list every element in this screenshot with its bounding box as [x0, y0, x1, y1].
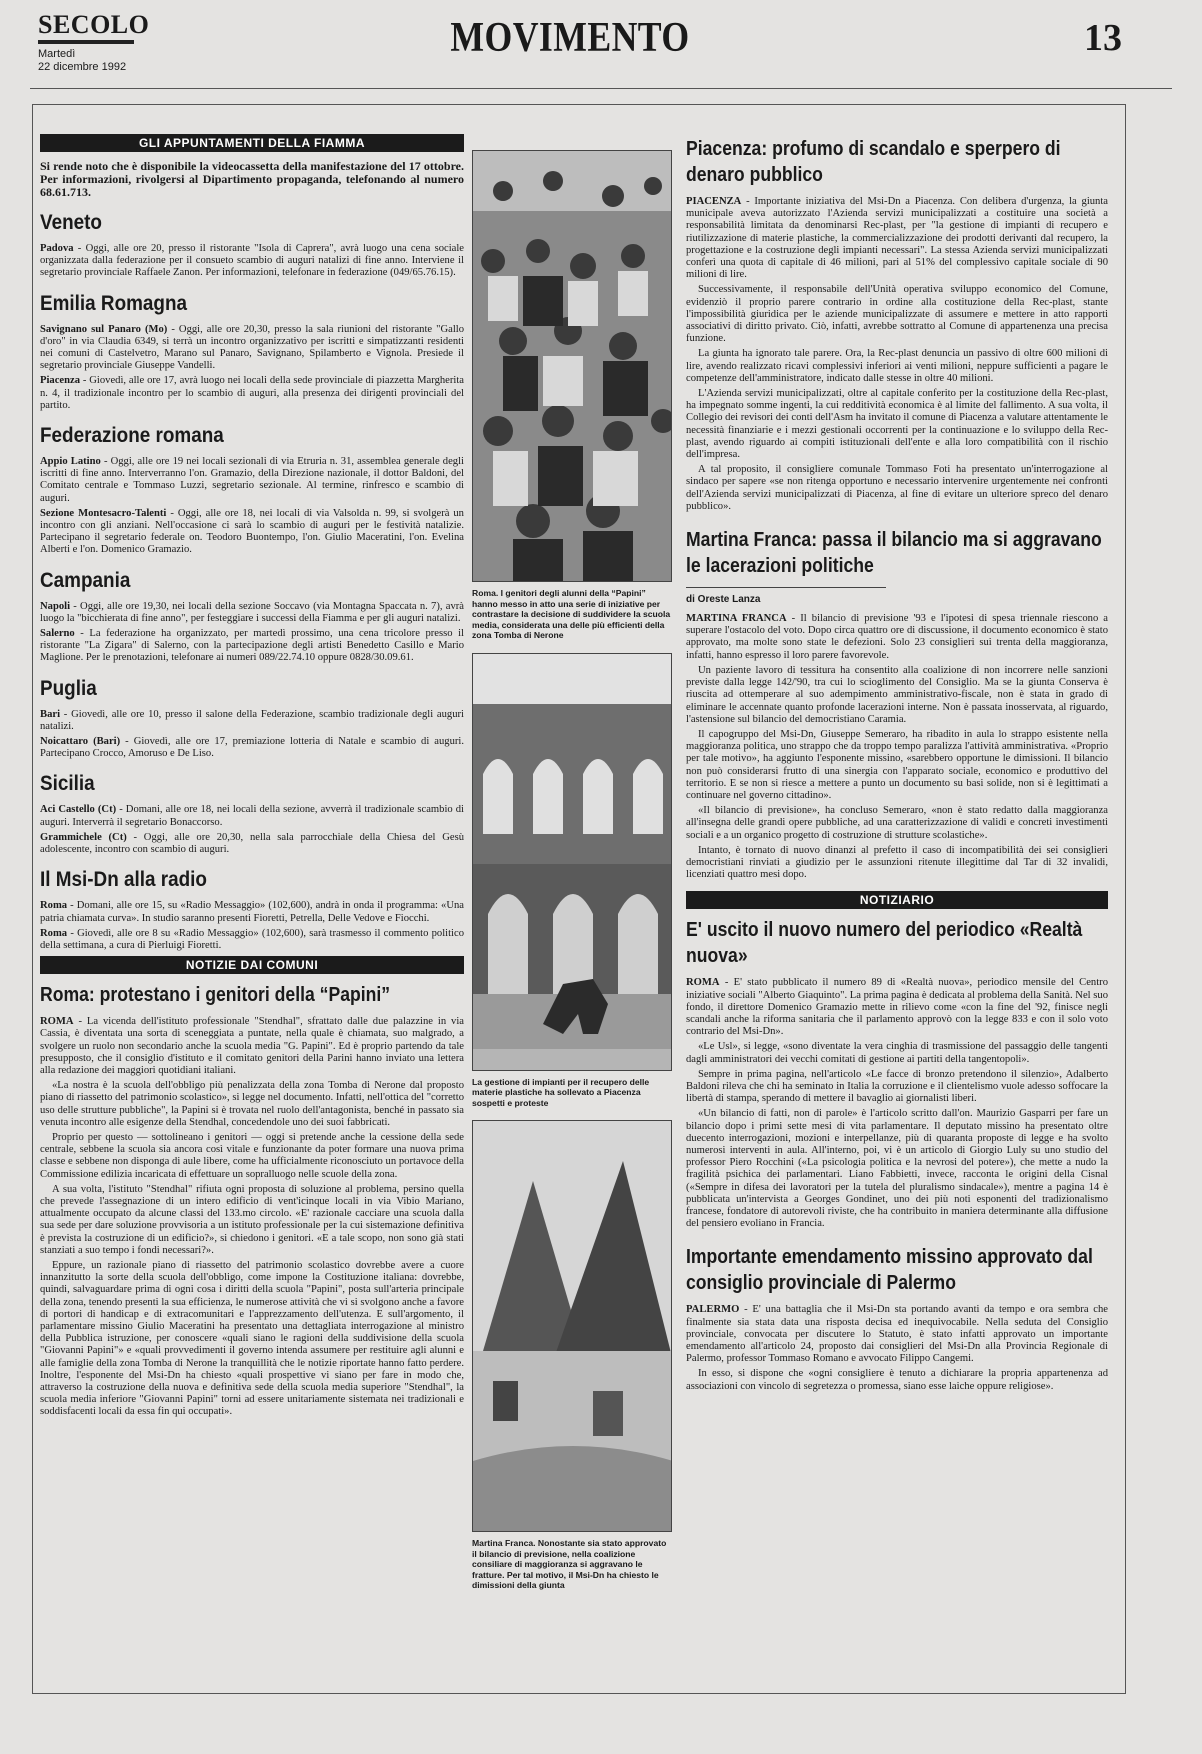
photo-plastics: [472, 653, 672, 1071]
paragraph-text: «Le Usl», si legge, «sono diventate la vera cinghia di trasmissione del passaggio delle tangenti dagli amministratori dei vecchi comitati di gestione ai partiti della tangentopoli».: [686, 1041, 1108, 1065]
paragraph-text: «La nostra è la scuola dell'obbligo più penalizzata della zona Tomba di Nerone dal proposto piano di riassetto del patrimonio scolastico», si legge nel documento. Infatti, nell'ottica del "corretto uso delle strutture pubbliche", la Papini si è trovata nel ruolo dell'antagonista, benché in passato sia venuta incontro alle esigenze della Stendhal, concedendole uno dei suoi fabbricati.: [40, 1080, 464, 1128]
header-rule: [30, 88, 1172, 89]
dateline: Salerno: [40, 628, 75, 640]
appointments-intro: Si rende noto che è disponibile la videocassetta della manifestazione del 17 ottobre. Per informazioni, rivolgersi al Dipartimento propaganda, telefonando al numero 68.61.713.: [40, 159, 464, 199]
appointment-entry: [40, 243, 464, 280]
article-paragraph: [40, 1016, 464, 1077]
appointment-entry: [40, 375, 464, 412]
roma-article-title: Roma: protestano i genitori della “Papini”: [40, 984, 391, 1007]
paragraph-text: L'Azienda servizi municipalizzati, oltre al capitale conferito per la costituzione della Rec-plast, ha impegnato somme ingenti, la cui redditività economica è al limite del fallimento. A sua volta, il Collegio dei revisori dei conti dell'Asm ha invitato il comune di Piacenza a valutare attentamente le necessità finanziarie e i mezzi gestionali occorrenti per la continuazione e lo sviluppo della Rec-plast, avendo riguardo ai compiti istituzionali dell'ente e alla loro compatibilità con il rischio dell'impresa.: [686, 388, 1108, 461]
article-paragraph: [686, 348, 1108, 385]
paragraph-text: - Oggi, alle ore 19,30, nei locali della sezione Soccavo (via Montagna Spaccata n. 7), avrà luogo la "bicchierata di fine anno", per festeggiare i successi della Fiamma e per gli auguri natalizi.: [40, 600, 464, 624]
article-paragraph: [686, 845, 1108, 882]
realta-article-title: E' uscito il nuovo numero del periodico «Realtà nuova»: [686, 919, 1083, 968]
paragraph-text: Eppure, un razionale piano di riassetto del patrimonio scolastico dovrebbe avere a cuore innanzitutto la sorte della scuola dell'obbligo, come impone la Costituzione italiana: dovrebbe, quindi, salvaguardare prima di ogni cosa i diritti della scuola "Papini", posta sull'arteria principale della zona, tenendo presenti la sua efficienza, le numerose attività che vi si svolgono anche a favore di portori di handicap e di extracomunitari e l'apprezzamento dell'utenza. E sull'argomento, il parlamentare missino Giulio Maceratini ha presentato una dettagliata interrogazione al ministro della Pubblica istruzione, per conoscere «quali siano le ragioni della suddivisione della scuola "Giovanni Papini"» e «quali provvedimenti il governo intenda assumere per restituire agli alunni e alle famiglie della zona Tomba di Nerone la tranquillità che le notizie riportate hanno fatto perdere. Inoltre, l'esponente del Msi-Dn ha chiesto «quali prospettive vi siano per fare in modo che, attraverso la costruzione della nuova e definitiva sede della scuola media superiore "Stendhal", la scuola media inferiore "Giovanni Papini" torni ad essere unitariamente sistemata nei tradizionali e soddisfacenti locali da essa fin qui occupati».: [40, 1259, 464, 1418]
paragraph-text: Proprio per questo — sottolineano i genitori — oggi si pretende anche la cessione della sede centrale, sebbene la scuola sia ancora così vitale e funzionante da poter formare una nuova prima classe e sebbene non disponga di aule libere, come ha ufficialmente riconosciuto un portavoce della Commissione edilizia incaricata di effettuare un sopralluogo nelle scuole della zona.: [40, 1131, 464, 1180]
dateline: Roma: [40, 900, 68, 912]
appointment-entry: [40, 832, 464, 856]
dateline: Piacenza: [40, 375, 81, 387]
region-heading: Veneto: [40, 211, 102, 234]
paragraph-text: La giunta ha ignorato tale parere. Ora, la Rec-plast denuncia un passivo di oltre 600 milioni di lire, avendo realizzato ricavi complessivi inferiori ai venti milioni, neppure sufficienti a pagare le competenze dell'amministratore, indicato dalle stesse in oltre 40 milioni.: [686, 348, 1108, 384]
article-paragraph: [686, 1304, 1108, 1365]
paragraph-text: - Domani, alle ore 15, su «Radio Messaggio» (102,600), andrà in onda il programma: «Una patria chiamata curva». In studio saranno presenti Fioretti, Petrella, Delle Vedove e Fiocchi.: [40, 900, 464, 924]
martina-byline: di Oreste Lanza: [686, 587, 886, 605]
paragraph-text: «Il bilancio di previsione», ha concluso Semeraro, «non è stato redatto dalla maggioranza all'insegna delle grandi opere pubbliche, ad una caratterizzazione di validi e concreti investimenti sociali e a un organico progetto di costruzione di strutture scolastiche».: [686, 805, 1108, 841]
article-paragraph: [686, 1108, 1108, 1230]
article-paragraph: [686, 977, 1108, 1038]
palermo-article-title: Importante emendamento missino approvato dal consiglio provinciale di Palermo: [686, 1246, 1093, 1295]
paragraph-text: Successivamente, il responsabile dell'Unità operativa sviluppo economico del Comune, evidenziò il proprio parere contrario in ordine alla costituzione della Rec-plast, stante l'impossibilità giuridica per le aziende municipalizzate di assumere e mettere in atto rapporti associativi di diritto privato. Ciò, infatti, avrebbe sottratto al Comune di appartenenza una precisa funzione.: [686, 284, 1108, 345]
appointment-entry: [40, 900, 464, 924]
appointment-entry: [40, 508, 464, 557]
paragraph-text: In esso, si dispone che «ogni consigliere è tenuto a dichiarare la propria appartenenza ad associazioni con vincolo di segretezza o promessa, siano esse laiche oppure religiose».: [686, 1368, 1108, 1392]
notiziario-bar: NOTIZIARIO: [686, 891, 1108, 909]
paragraph-text: - Giovedì, alle ore 10, presso il salone della Federazione, scambio tradizionale degli auguri natalizi.: [40, 708, 464, 732]
paragraph-text: - La vicenda dell'istituto professionale "Stendhal", sfrattato dalle due palazzine in via Cassia, è diventata una sorta di sceneggiata a puntate, nella quale è chiamata, suo malgrado, a svolgere un ruolo non secondario anche la scuola media "G. Papini". Ed è proprio partendo da tale presupposto, che il consiglio d'istituto e il comitato genitori della Parini hanno inviato una lettera alla redazione dei maggiori quotidiani italiani.: [40, 1016, 464, 1076]
region-heading: Emilia Romagna: [40, 291, 188, 315]
palermo-article-body: [686, 1304, 1108, 1392]
left-column: [40, 130, 464, 1422]
students-image: [473, 151, 672, 582]
arcade-image: [473, 654, 672, 1071]
article-paragraph: [686, 1069, 1108, 1106]
region-heading: Sicilia: [40, 772, 95, 796]
section-title: MOVIMENTO: [450, 15, 690, 61]
article-paragraph: [686, 665, 1108, 726]
article-paragraph: [40, 1080, 464, 1129]
paragraph-text: Il capogruppo del Msi-Dn, Giuseppe Semeraro, ha ribadito in aula lo strappo esistente nella maggioranza politica, uno strappo che da troppo tempo paralizza l'attività amministrativa. «Proprio per tale motivo», ha aggiunto l'esponente missino, «sarebbero opportune le dimissioni. Il bilancio non può considerarsi frutto di una sinergia con l'apparato sociale, economico e produttivo del territorio. E se non si riesce a mettere a punto un documento su basi solide, non si è legittimati a continuare nel governo cittadino».: [686, 728, 1108, 801]
article-paragraph: [686, 805, 1108, 842]
dateline: Aci Castello (Ct): [40, 804, 117, 816]
appointment-entry: [40, 928, 464, 952]
right-column: [686, 130, 1108, 1396]
paragraph-text: - Giovedì, alle ore 17, avrà luogo nei locali della sede provinciale di piazzetta Margherita n. 4, il tradizionale incontro per lo scambio di auguri, alla presenza dei dirigenti provinciali del partito.: [40, 375, 464, 411]
comuni-bar: NOTIZIE DAI COMUNI: [40, 956, 464, 974]
piacenza-article-body: [686, 196, 1108, 513]
appointment-entry: [40, 456, 464, 505]
dateline: Padova: [40, 243, 74, 254]
dateline: Napoli: [40, 600, 71, 612]
dateline: ROMA: [40, 1016, 74, 1028]
appointment-entry: [40, 601, 464, 625]
region-heading: Il Msi-Dn alla radio: [40, 868, 207, 892]
dateline: Appio Latino: [40, 456, 101, 468]
dateline: Sezione Montesacro-Talenti: [40, 507, 167, 519]
dateline: Savignano sul Panaro (Mo): [40, 323, 168, 335]
appointments-bar: GLI APPUNTAMENTI DELLA FIAMMA: [40, 134, 464, 152]
article-paragraph: [686, 464, 1108, 513]
paragraph-text: - La federazione ha organizzato, per martedì prossimo, una cena tricolore presso il ristorante "La Zigara" di Salerno, con la partecipazione degli artisti Benedetto Casillo e Mario Maglione. Per le prenotazioni, telefonare ai numeri 089/22.74.10 oppure 0828/30.09.61.: [40, 628, 464, 664]
paragraph-text: - Il bilancio di previsione '93 e l'ipotesi di spesa triennale riescono a superare l'ostacolo del voto. Dopo circa quattro ore di discussione, il documento economico è stato approvato, ma molte sono state le defezioni. Solo 23 consiglieri sui trenta della maggioranza, infatti, hanno espresso il loro parere favorevole.: [686, 613, 1108, 661]
regions-list: [40, 211, 464, 952]
paragraph-text: - Oggi, alle ore 20, presso il ristorante "Isola di Caprera", avrà luogo una cena sociale organizzata dalla federazione per il consueto scambio di auguri natalizi di fine anno. Interviene il segretario provinciale Raffaele Zanon. Per informazioni, telefonare in federazione (049/65.76.15).: [40, 243, 464, 279]
paragraph-text: - Domani, alle ore 18, nei locali della sezione, avverrà il tradizionale scambio di auguri. Interverrà il segretario Bonaccorso.: [40, 804, 464, 828]
photo-trulli: [472, 1120, 672, 1532]
photo-caption-1: Roma. I genitori degli alunni della “Papini” hanno messo in atto una serie di iniziative per contrastare la decisione di suddividere la scuola media, considerata una delle più efficienti della zona Tomba di Nerone: [472, 588, 671, 640]
photo-caption-2: La gestione di impianti per il recupero delle materie plastiche ha sollevato a Piacenza sospetti e proteste: [472, 1076, 650, 1108]
paragraph-text: «Un bilancio di fatti, non di parole» è l'articolo scritto dall'on. Maurizio Gasparri per fare un bilancio dopo i primi sette mesi di vita parlamentare. Il deputato missino ha presentato oltre duecento interrogazioni, mozioni e interpellanze, più di quaranta proposte di legge e ha svolto numerosi interventi in aula. All'interno, poi, vi è un articolo di Giorgio Luly su uno studio del professor Piero Rocchini («La psicologia politica e la nevrosi del potere»), che mette a nudo la fragilità psichica dei parlamentari. Liano Fabbietti, invece, racconta le origini della Cisnal («Sempre in difesa dei lavoratori per la tutela del pluralismo sindacale»), mentre a pagina 14 è pubblicata un'intervista a Georges Gondinet, uno dei più noti esponenti del tradizionalismo francese, fondatore di autorevoli riviste, che ha contribuito in maniera determinante alla diffusione del pensiero evoliano in Francia.: [686, 1108, 1108, 1230]
dateline: PIACENZA: [686, 196, 742, 207]
region-heading: Federazione romana: [40, 424, 224, 448]
photo-students: [472, 150, 672, 582]
article-paragraph: [686, 1041, 1108, 1065]
photo-caption-3: Martina Franca. Nonostante sia stato approvato il bilancio di previsione, nella coalizione consiliare di maggioranza si aggravano le fratture. Per tal motivo, il Msi-Dn ha chiesto le dimissioni della giunta: [472, 1538, 667, 1590]
trulli-image: [473, 1121, 672, 1532]
newspaper-brand: SECOLO: [38, 10, 150, 39]
paragraph-text: Un paziente lavoro di tessitura ha consentito alla coalizione di non incorrere nelle sanzioni previste dalla legge 142/'90, tra cui lo scioglimento del Consiglio. Ma se la giunta Conserva è riuscita ad ottemperare al suo adempimento amministrativo-fiscale, non è stata in grado di eliminare le accennate quanto profonde lacerazioni interne. Non è passata inosservata, al riguardo, l'astensione sul bilancio del democristiano Caramia.: [686, 664, 1108, 725]
paragraph-text: A tal proposito, il consigliere comunale Tommaso Foti ha presentato un'interrogazione al sindaco per sapere «se non ritenga opportuno e necessario intervenire urgentemente nei confronti dell'Azienda servizi municipalizzati di Piacenza, al fine di evitare un ulteriore spreco del denaro pubblico».: [686, 464, 1108, 512]
region-heading: Puglia: [40, 676, 97, 700]
paragraph-text: - E' stato pubblicato il numero 89 di «Realtà nuova», periodico mensile del Centro iniziative sociali "Alberto Giaquinto". La prima pagina è dedicata al problema della Sanità. Nel suo fondo, il direttore Domenico Gramazio mette in rilievo come «con la fine del '92, finisce negli scandali anche la riforma sanitaria che il parlamento approvò con la legge 833 e con il solo voto contrario del Msi-Dn».: [686, 977, 1108, 1038]
dateline: Noicattaro (Bari): [40, 736, 121, 748]
martina-article-body: [686, 613, 1108, 881]
region-heading: Campania: [40, 568, 131, 592]
dateline: Bari: [40, 708, 61, 720]
article-paragraph: [686, 613, 1108, 662]
dateline: PALERMO: [686, 1304, 740, 1316]
paragraph-text: Sempre in prima pagina, nell'articolo «Le facce di bronzo pretendono il silenzio», Adalberto Baldoni rileva che chi ha seminato in Italia la corruzione e il clientelismo vuole adesso soffocare la libertà di stampa, sperando di mettere il bavaglio ai giornalisti liberi.: [686, 1068, 1108, 1105]
dateline: Roma: [40, 927, 68, 939]
issue-date: [38, 48, 126, 74]
appointment-entry: [40, 804, 464, 828]
photo-column: [472, 150, 672, 1603]
issue-date-text: 22 dicembre 1992: [38, 61, 127, 73]
dateline: MARTINA FRANCA: [686, 613, 787, 625]
article-paragraph: [686, 729, 1108, 802]
realta-article-body: [686, 977, 1108, 1230]
paragraph-text: - E' una battaglia che il Msi-Dn sta portando avanti da tempo e ora sembra che finalmente sia stata data una risposta decisa ed inequivocabile. Nella seduta del Consiglio provinciale, convocata per discutere lo Statuto, è stato infatti approvato un importante emendamento all'articolo 24, proposto dai consiglieri del Msi-Dn alla Provincia Regionale di Palermo, professor Tommaso Romano e avvocato Filippo Cangemi.: [686, 1304, 1108, 1365]
paragraph-text: A sua volta, l'istituto "Stendhal" rifiuta ogni proposta di soluzione al problema, persino quella che prevede l'assegnazione di un intero edificio di vent'icinque locali in via Vibio Mariano, attualmente occupato da alcune classi del 133.mo circolo. «E' razionale cacciare una scuola dalla sua sede per dare soluzione provvisoria a un istituto professionale per la cui sistemazione definitiva è prevista la costruzione di un edificio?», si chiedono i genitori. «E a tale scopo, non sono già stati stanziati a suo tempo i fondi necessari?».: [40, 1183, 464, 1256]
dateline: Grammichele (Ct): [40, 831, 127, 843]
article-paragraph: [686, 1368, 1108, 1392]
appointment-entry: [40, 324, 464, 373]
paragraph-text: - Importante iniziativa del Msi-Dn a Piacenza. Con delibera d'urgenza, la giunta municipale aveva autorizzato l'Azienda servizi municipalizzati a costituire una società a responsabilità limitata da denominarsi Rec-plast, per "la gestione di impianti di recupero e riutilizzazione di materie plastiche, la commercializzazione dei prodotti derivanti dal recupero, la progettazione e la costruzione degli impianti necessari". La stessa Azienda servizi municipalizzati conferì una quota di capitale di 46 milioni, pari al 51% del complessivo capitale sociale di 90 milioni di lire.: [686, 196, 1108, 281]
paragraph-text: - Giovedì, alle ore 8 su «Radio Messaggio» (102,600), sarà trasmesso il commento politico della settimana, a cura di Pierluigi Fioretti.: [40, 927, 464, 951]
piacenza-article-title: Piacenza: profumo di scandalo e sperpero di denaro pubblico: [686, 138, 1061, 186]
appointment-entry: [40, 628, 464, 665]
paragraph-text: Intanto, è tornato di nuovo dinanzi al prefetto il caso di incompatibilità dei sei consiglieri democristiani rinviati a giudizio per le assunzioni ritenute illegittime dal Tar di 32 invalidi, licenziati quattro mesi dopo.: [686, 844, 1108, 881]
article-paragraph: [686, 196, 1108, 281]
paragraph-text: - Oggi, alle ore 20,30, presso la sala riunioni del ristorante "Gallo d'oro" in via Claudia 6349, si terrà un incontro organizzativo per iscritti e simpatizzanti residenti nei comuni di Castelvetro, Marano sul Panaro, Savignano, Spilamberto e Vignola. Presiede il segretario provinciale Giuseppe Vandelli.: [40, 323, 464, 372]
appointment-entry: [40, 709, 464, 733]
article-paragraph: [40, 1184, 464, 1257]
roma-article-body: [40, 1016, 464, 1419]
paragraph-text: - Oggi, alle ore 19 nei locali sezionali di via Etruria n. 31, assemblea generale degli iscritti di fine anno. Interverranno l'on. Gramazio, della Direzione nazionale, il dottor Baldoni, del Comitato centrale e Tommaso Luzzi, segretario sezionale. Al termine, rinfresco e scambio di auguri.: [40, 456, 464, 504]
article-paragraph: [686, 284, 1108, 345]
article-paragraph: [40, 1132, 464, 1181]
paragraph-text: - Giovedì, alle ore 17, premiazione lotteria di Natale e scambio di auguri. Partecipano Crocco, Amoruso e De Liso.: [40, 736, 464, 760]
martina-article-title: Martina Franca: passa il bilancio ma si aggravano le lacerazioni politiche: [686, 529, 1102, 578]
appointment-entry: [40, 736, 464, 760]
paragraph-text: - Oggi, alle ore 20,30, nella sala parrocchiale della Chiesa del Gesù adolescente, incontro con scambio di auguri.: [40, 831, 464, 856]
article-paragraph: [40, 1260, 464, 1419]
dateline: ROMA: [686, 977, 720, 989]
page-number: 13: [1084, 17, 1122, 59]
brand-underline: [38, 40, 134, 44]
issue-day: Martedì: [38, 48, 76, 60]
paragraph-text: - Oggi, alle ore 18, nei locali di via Valsolda n. 99, si svolgerà un incontro con gli anziani. Nell'occasione ci sarà lo scambio di auguri per le festività natalizie. Partecipano il segretario federale on. Teodoro Buontempo, l'on. Giulio Maceratini, l'on. Evelina Alberti e l'on. Domenico Gramazio.: [40, 507, 464, 556]
article-paragraph: [686, 388, 1108, 461]
